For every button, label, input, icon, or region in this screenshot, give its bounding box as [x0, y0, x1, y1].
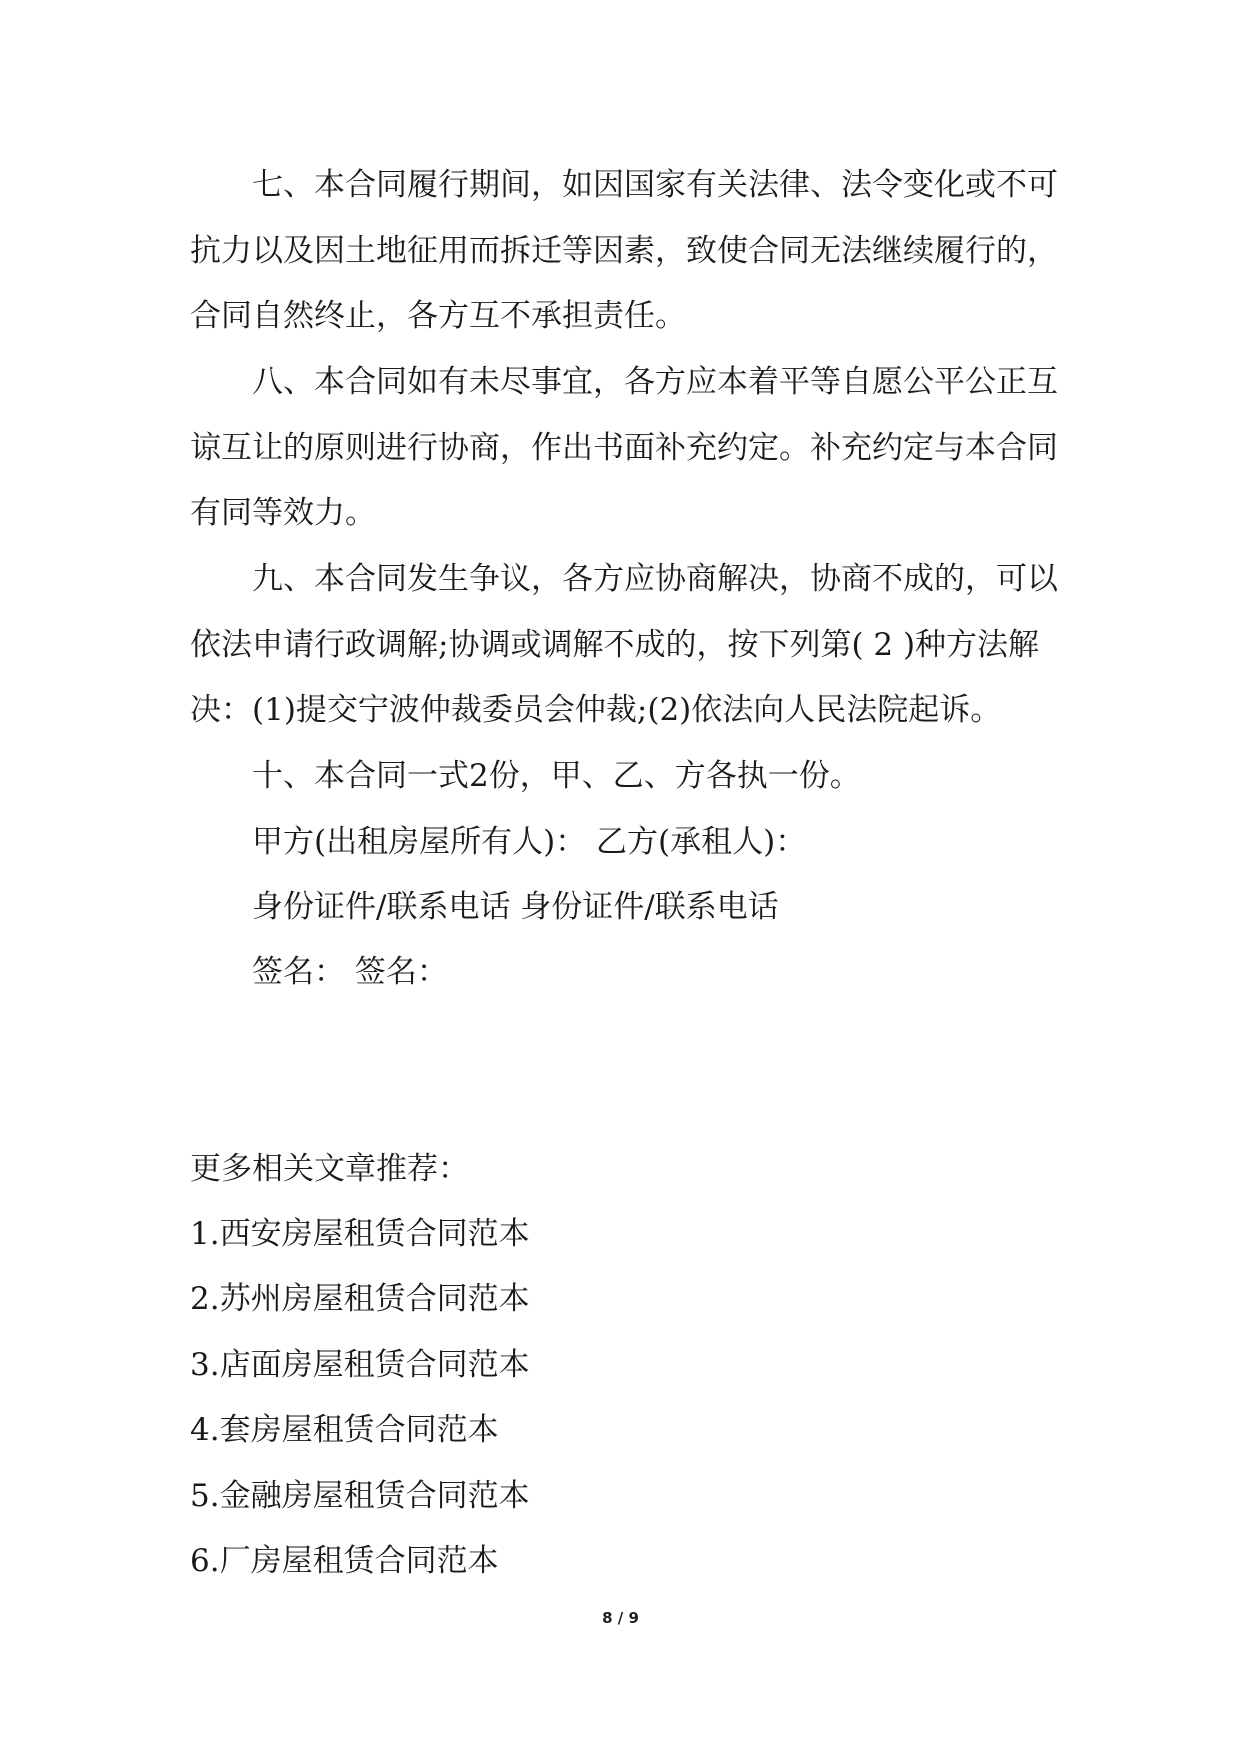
clause-10: 十、本合同一式2份，甲、乙、方各执一份。: [252, 758, 861, 794]
clause-7-line-2: 抗力以及因土地征用而拆迁等因素，致使合同无法继续履行的，: [190, 233, 1058, 269]
clause-8-line-1: 八、本合同如有未尽事宜，各方应本着平等自愿公平公正互: [252, 364, 1058, 400]
clause-9-line-1: 九、本合同发生争议，各方应协商解决，协商不成的，可以: [252, 561, 1058, 597]
clause-9-line-3: 决：(1)提交宁波仲裁委员会仲裁;(2)依法向人民法院起诉。: [190, 692, 1002, 728]
related-item-6[interactable]: 6.厂房屋租赁合同范本: [190, 1543, 499, 1579]
signature-ids: 身份证件/联系电话 身份证件/联系电话: [252, 889, 779, 925]
related-item-5[interactable]: 5.金融房屋租赁合同范本: [190, 1478, 530, 1514]
related-item-2[interactable]: 2.苏州房屋租赁合同范本: [190, 1281, 530, 1317]
page-number: 8 / 9: [602, 1609, 639, 1627]
signature-signs: 签名： 签名：: [252, 954, 448, 990]
related-item-3[interactable]: 3.店面房屋租赁合同范本: [190, 1347, 530, 1383]
clause-7-line-1: 七、本合同履行期间，如因国家有关法律、法令变化或不可: [252, 167, 1058, 203]
clause-9-line-2: 依法申请行政调解;协调或调解不成的，按下列第( 2 )种方法解: [190, 627, 1040, 663]
related-item-1[interactable]: 1.西安房屋租赁合同范本: [190, 1216, 530, 1252]
clause-7-line-3: 合同自然终止，各方互不承担责任。: [190, 298, 686, 334]
clause-8-line-2: 谅互让的原则进行协商，作出书面补充约定。补充约定与本合同: [190, 430, 1058, 466]
related-heading: 更多相关文章推荐：: [190, 1151, 469, 1187]
signature-parties: 甲方(出租房屋所有人)： 乙方(承租人)：: [252, 824, 807, 860]
clause-8-line-3: 有同等效力。: [190, 495, 376, 531]
related-item-4[interactable]: 4.套房屋租赁合同范本: [190, 1412, 499, 1448]
